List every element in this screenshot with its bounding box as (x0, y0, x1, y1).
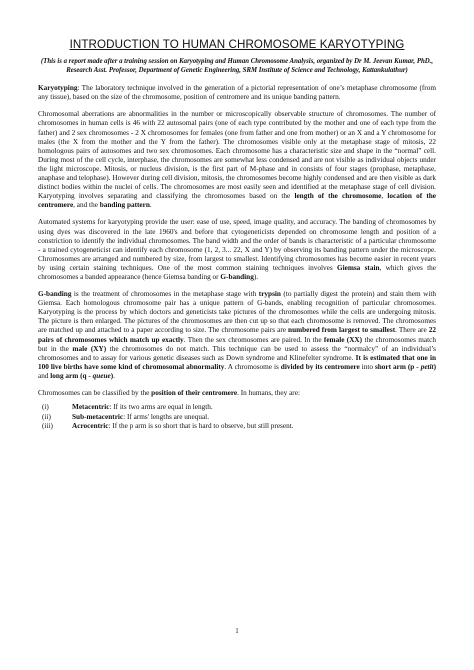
term-karyotyping: Karyotyping (38, 84, 78, 93)
page-number: 1 (235, 627, 239, 635)
centromere-classification-list (38, 403, 436, 432)
paragraph-karyotyping-definition: Karyotyping: The laboratory technique involved in the generation of a pictorial representation of one’s metaphase chromosome (from any tissue), based on the size of the chromosome, position of centromere and its unique banding pattern. (38, 84, 436, 102)
paragraph-automated-systems: Automated systems for karyotyping provide the user: ease of use, speed, image quality, and accuracy. The banding of chromosomes by using dyes was discovered in the late 1960's and before that cytogeneticists depended on chromosome length and position of a constriction to identify the individual chromosomes. The band width and the order of bands is characteristic of a particular chromosome - a trained cytogeneticist can identify each chromosome (1, 2, 3... 22, X and Y) by observing its banding pattern under the microscope. Chromosomes are arranged and numbered by size, from largest to smallest. Identifying chromosomes has become easier in recent years by using certain staining techniques. One of the most common staining techniques involves Giemsa stain, which gives the chromosomes a banded appearance (hence Giemsa banding or G-banding). (38, 218, 437, 281)
page-title: INTRODUCTION TO HUMAN CHROMOSOME KARYOTYPING (69, 38, 405, 51)
report-note: (This is a report made after a training session on Karyotyping and Human Chromosome Analysis, organized by Dr M. Jeevan Kumar, PhD., Research Asst. Professor, Department of Genetic Engineering, SRM Institute of Science and Technology, Kattankulathur) (40, 58, 434, 74)
paragraph-classification: Chromosomes can be classified by the position of their centromere. In humans, they are: (38, 389, 300, 397)
list-item: (iii) Acrocentric: If the p arm is so short that is hard to observe, but still present. (42, 422, 294, 431)
list-item: (i) Metacentric: If its two arms are equal in length. (42, 403, 213, 412)
paragraph-chromosomal-aberrations: Chromosomal aberrations are abnormalities in the number or microscopically observable structure of chromosomes. The number of chromosomes in human cells is 46 with 22 autosomal pairs (one of each type contributed by the mother and one of each type from the father) and 2 sex chromosomes - 2 X chromosomes for females (one from father and one from mother) or an X and a Y chromosome for males (the X from the mother and the Y from the father). The chromosomes visible only at the metaphase stage of mitosis, 22 homologous pairs of autosomes and two sex chromosomes. Each chromosome has a characteristic size and shape in the “normal” cell. During most of the cell cycle, interphase, the chromosomes are somewhat less condensed and are not visible as individual objects under the light microscope. Mitosis, or nucleus division, is the first part of M-phase and in consists of four stages (prophase, metaphase, anaphase and telophase). However during cell division, mitosis, the chromosomes become highly condensed and are then visible as dark distinct bodies within the nuclei of cells. The chromosomes are most easily seen and identified at the metaphase stage of cell division. Karyotyping involves separating and classifying the chromosomes based on the length of the chromosome, location of the centromere, and the banding pattern. (38, 110, 436, 210)
list-item: (ii) Sub-metacentric: If arms' lengths are unequal. (42, 412, 210, 421)
paragraph-g-banding: G-banding is the treatment of chromosomes in the metaphase stage with trypsin (to partially digest the protein) and stain them with Giemsa. Each homologous chromosome pair has a unique pattern of G-bands, enabling recognition of particular chromosomes. Karyotyping is the process by which doctors and geneticists take pictures of the chromosomes while the cells are undergoing mitosis. The picture is then enlarged. The pictures of the chromosomes are then cut up so that each chromosome is removed. The chromosomes are matched up and attached to a paper according to size. The chromosome pairs are numbered from largest to smallest. There are 22 pairs of chromosomes which match up exactly. Then the sex chromosomes are paired. In the female (XX) the chromosomes match but in the male (XY) the chromosomes do not match. This technique can be used to assess the “normalcy” of an individual’s chromosomes and to assay for various genetic diseases such as Down syndrome and Klinefelter syndrome. It is estimated that one in 100 live births have some kind of chromosomal abnormality. A chromosome is divided by its centromere into short arm (p - petit) and long arm (q - queue). (38, 290, 436, 380)
